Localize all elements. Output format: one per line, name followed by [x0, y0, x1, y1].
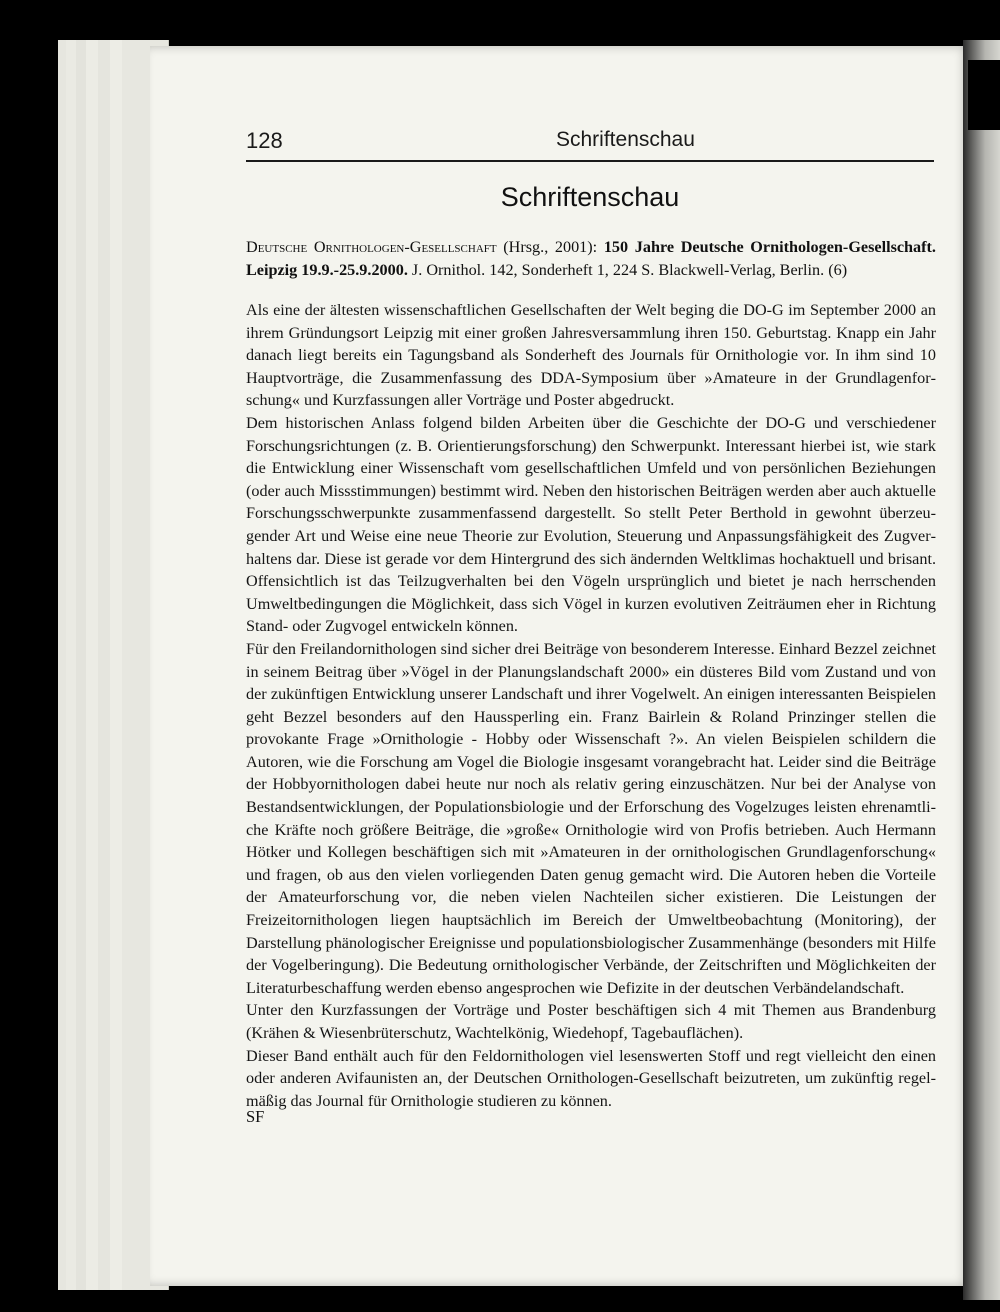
body-paragraph: Für den Freilandornithologen sind sicher drei Beiträge von besonderem Interesse. Einhard Bezzel zeichnet in seinem Beitrag über »Vögel in der Planungslandschaft 2000» ein düsteres Bild vom Zustand und von der zukünftigen Entwicklung unserer Landschaft und ihrer Vogelwelt. An einigen interessanten Beispielen geht Bezzel besonders auf den Haussperling ein. Franz Bairlein & Roland Prinzinger stellen die provokante Frage »Ornithologie - Hobby oder Wissenschaft ?». An vielen Beispielen schildern die Autoren, wie die Forschung am Vogel die Biologie insgesamt vorangebracht hat. Leider sind die Beiträge der Hobbyornithologen dabei heute nur noch als relativ gering einzuschätzen. Nur bei der Analyse von Bestandsentwicklungen, der Populationsbiologie und der Erforschung des Vogelzuges leisten ehrenamtliche Kräfte noch größere Beiträge, die »große« Ornithologie wird von Profis betrieben. Auch Hermann Hötker und Kollegen beschäftigen sich mit »Amateuren in der ornithologischen Grundlagenforschung« und fragen, ob aus den vielen vorliegenden Daten genug gemacht wird. Die Autoren heben die Vorteile der Amateurforschung vor, die neben vielen Nachteilen sicher existieren. Die Leistungen der Freizeitornithologen liegen hauptsächlich im Bereich der Umweltbeobachtung (Monitoring), der Darstellung phänologischer Ereignisse und populationsbiologischer Zusammenhänge (besonders mit Hilfe der Vogelberingung). Die Bedeutung ornithologischer Verbände, der Zeitschriften und Möglichkeiten der Literaturbeschaffung werden ebenso angesprochen wie Defizite in der deutschen Verbändelandschaft. — [246, 639, 936, 997]
body-paragraph: Dieser Band enthält auch für den Feldornithologen viel lesenswerten Stoff und regt vielleicht den einen oder anderen Avifaunisten an, der Deutschen Ornithologen-Gesellschaft beizutreten, um zukünftig regelmäßig das Journal für Ornithologie studieren zu können. — [246, 1046, 936, 1110]
citation-publisher: Deutsche Ornithologen-Gesellschaft — [246, 238, 497, 256]
section-title: Schriftenschau — [500, 182, 680, 212]
review-body — [246, 299, 936, 1112]
body-paragraph: Dem historischen Anlass folgend bilden Arbeiten über die Geschichte der DO-G und verschiedener Forschungsrichtungen (z. B. Orientierungsforschung) den Schwerpunkt. Interessant hierbei ist, wie stark die Entwicklung einer Wissenschaft vom gesellschaftlichen Umfeld und von persönlichen Beziehungen (oder auch Missstimmungen) bestimmt wird. Neben den historischen Beiträgen werden aber auch aktuelle Forschungsschwerpunkte zusammenfassend dargestellt. So stellt Peter Berthold in gewohnt überzeugender Art und Weise eine neue Theorie zur Evolution, Steuerung und Anpassungsfähigkeit des Zugverhaltens dar. Diese ist gerade vor dem Hintergrund des sich ändernden Weltklimas hochaktuell und brisant. Offensichtlich ist das Teilzugverhalten bei den Vögeln ursprünglich und bietet je nach herrschenden Umweltbedingungen die Möglichkeit, dass sich Vögel in kurzen evolutiven Zeiträumen eher in Richtung Stand- oder Zugvogel entwickeln können. — [246, 413, 936, 636]
page-gutter-shadow — [963, 40, 1000, 1300]
book-citation — [246, 236, 936, 281]
running-head: Schriftenschau — [556, 128, 695, 151]
citation-details: J. Ornithol. 142, Sonderheft 1, 224 S. Blackwell-Verlag, Berlin. (6) — [407, 260, 848, 279]
body-paragraph: Unter den Kurzfassungen der Vorträge und Poster beschäftigen sich 4 mit Themen aus Brandenburg (Krähen & Wiesenbrüterschutz, Wachtelkönig, Wiedehopf, Tagebauflächen). — [246, 1001, 936, 1042]
citation-editor: (Hrsg., 2001): — [496, 238, 604, 256]
page-number: 128 — [246, 128, 283, 153]
scanner-clip — [968, 60, 1000, 130]
reviewer-signature: SF — [246, 1107, 265, 1126]
page-header — [246, 126, 934, 162]
citation-book-title: 150 Jahre Deutsche Ornithologen-Gesellschaft. Leipzig 19.9.-25.9.2000. — [246, 238, 936, 279]
body-paragraph: Als eine der ältesten wissenschaftlichen Gesellschaften der Welt beging die DO-G im September 2000 an ihrem Gründungsort Leipzig mit einer großen Jahresversammlung ihren 150. Geburtstag. Knapp ein Jahr danach liegt bereits ein Tagungsband als Sonderheft des Journals für Ornithologie vor. In ihm sind 10 Hauptvorträge, die Zusammenfassung des DDA-Symposium über »Amateure in der Grundlagenforschung« und Kurzfassungen aller Vorträge und Poster abgedruckt. — [246, 301, 936, 410]
